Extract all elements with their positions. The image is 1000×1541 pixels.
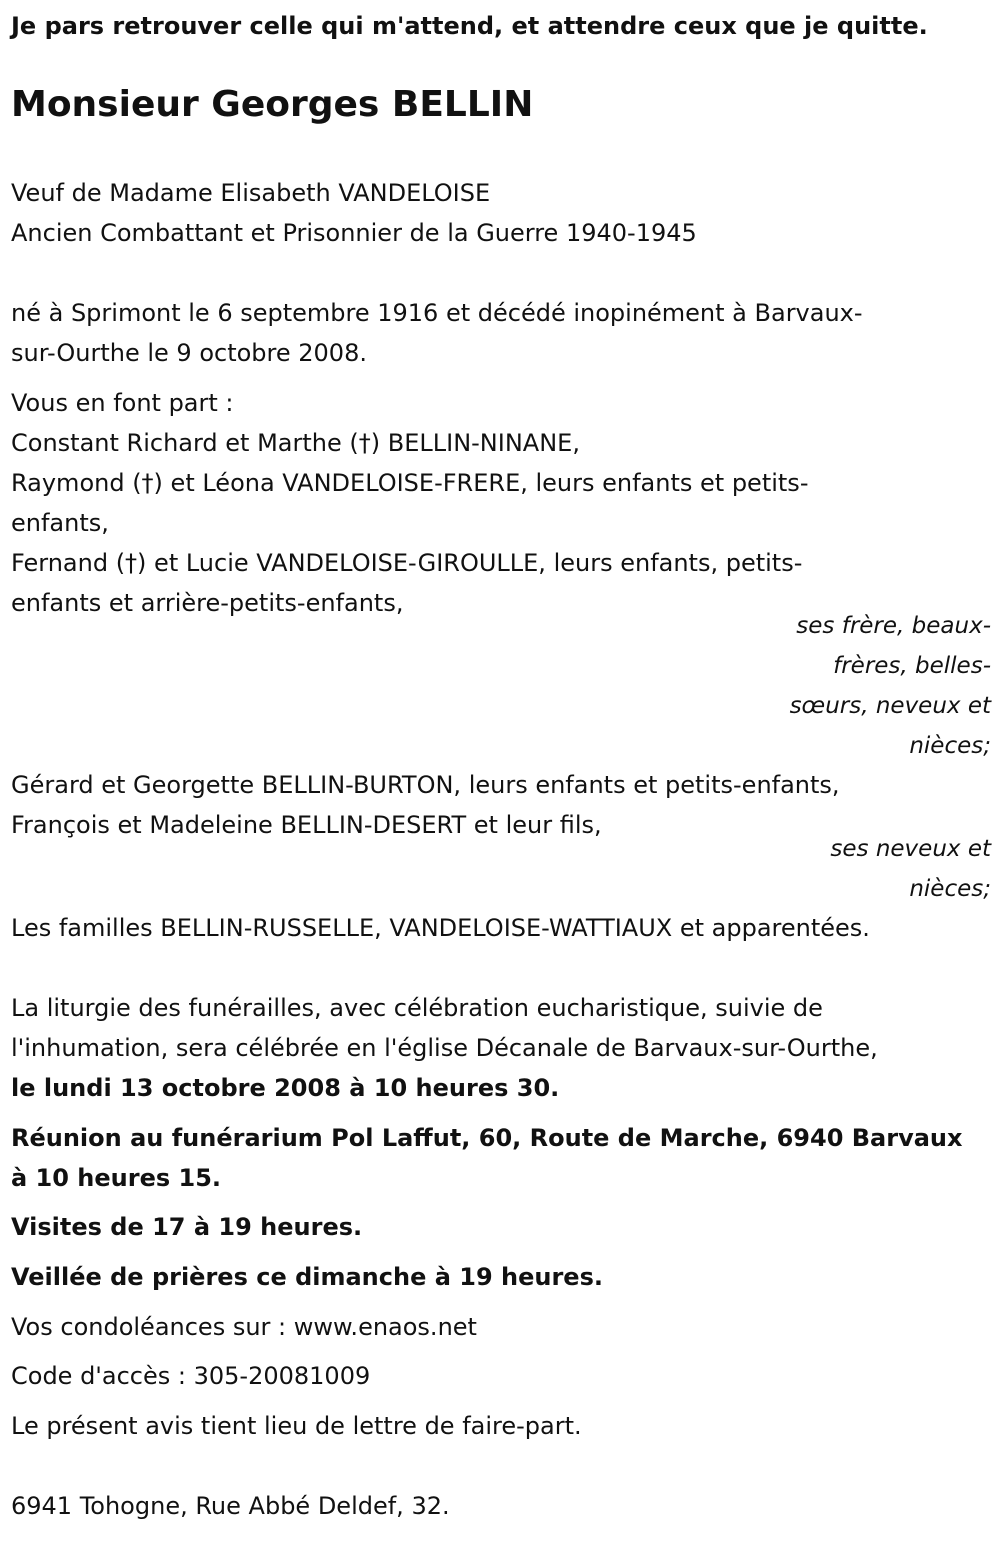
meeting-block	[11, 1118, 991, 1198]
relation-text: sœurs, neveux et	[789, 693, 991, 719]
access-code-line: Code d'accès : 305-20081009	[11, 1362, 371, 1390]
liturgy-line: l'inhumation, sera célébrée en l'église Décanale de Barvaux-sur-Ourthe,	[11, 1034, 878, 1062]
family-line: Fernand (†) et Lucie VANDELOISE-GIROULLE, leurs enfants, petits-	[11, 549, 803, 577]
relation-text: nièces;	[909, 733, 991, 759]
condolences-block	[11, 1307, 991, 1347]
relation-text: nièces;	[909, 876, 991, 902]
families-line: Les familles BELLIN-RUSSELLE, VANDELOISE-WATTIAUX et apparentées.	[11, 914, 870, 942]
epigraph: Je pars retrouver celle qui m'attend, et attendre ceux que je quitte.	[11, 12, 928, 40]
families-block	[11, 908, 991, 948]
veteran-line: Ancien Combattant et Prisonnier de la Guerre 1940-1945	[11, 219, 697, 247]
birth-death-line: sur-Ourthe le 9 octobre 2008.	[11, 339, 367, 367]
liturgy-date: le lundi 13 octobre 2008 à 10 heures 30.	[11, 1074, 560, 1102]
liturgy-line: La liturgie des funérailles, avec célébration eucharistique, suivie de	[11, 994, 823, 1022]
address-block	[11, 1486, 991, 1526]
meeting-line: Réunion au funérarium Pol Laffut, 60, Route de Marche, 6940 Barvaux	[11, 1124, 963, 1152]
relation-label-2	[761, 829, 991, 909]
vigil-block	[11, 1257, 991, 1297]
meeting-line: à 10 heures 15.	[11, 1164, 222, 1192]
birth-death-line: né à Sprimont le 6 septembre 1916 et décédé inopinément à Barvaux-	[11, 299, 863, 327]
birth-death-block	[11, 293, 991, 373]
family-line: François et Madeleine BELLIN-DESERT et leur fils,	[11, 811, 602, 839]
intro-block	[11, 173, 991, 253]
relation-label-1	[761, 606, 991, 766]
access-code-block	[11, 1356, 991, 1396]
family-line: enfants et arrière-petits-enfants,	[11, 589, 404, 617]
address-line: 6941 Tohogne, Rue Abbé Deldef, 32.	[11, 1492, 450, 1520]
liturgy-block	[11, 988, 991, 1108]
page-title: Monsieur Georges BELLIN	[11, 84, 534, 125]
relation-text: ses neveux et	[830, 836, 991, 862]
announce-intro: Vous en font part :	[11, 389, 234, 417]
family-line: Raymond (†) et Léona VANDELOISE-FRERE, leurs enfants et petits-	[11, 469, 809, 497]
vigil-line: Veillée de prières ce dimanche à 19 heures.	[11, 1263, 603, 1291]
notice-block	[11, 1406, 991, 1446]
family-line: Constant Richard et Marthe (†) BELLIN-NINANE,	[11, 429, 580, 457]
family-line: Gérard et Georgette BELLIN-BURTON, leurs enfants et petits-enfants,	[11, 771, 840, 799]
visits-line: Visites de 17 à 19 heures.	[11, 1213, 363, 1241]
announcement-block	[11, 383, 991, 623]
visits-block	[11, 1207, 991, 1247]
widow-line: Veuf de Madame Elisabeth VANDELOISE	[11, 179, 491, 207]
family-line: enfants,	[11, 509, 109, 537]
condolences-line: Vos condoléances sur : www.enaos.net	[11, 1313, 477, 1341]
relation-text: ses frère, beaux-	[796, 613, 991, 639]
relation-text: frères, belles-	[833, 653, 991, 679]
notice-line: Le présent avis tient lieu de lettre de faire-part.	[11, 1412, 582, 1440]
